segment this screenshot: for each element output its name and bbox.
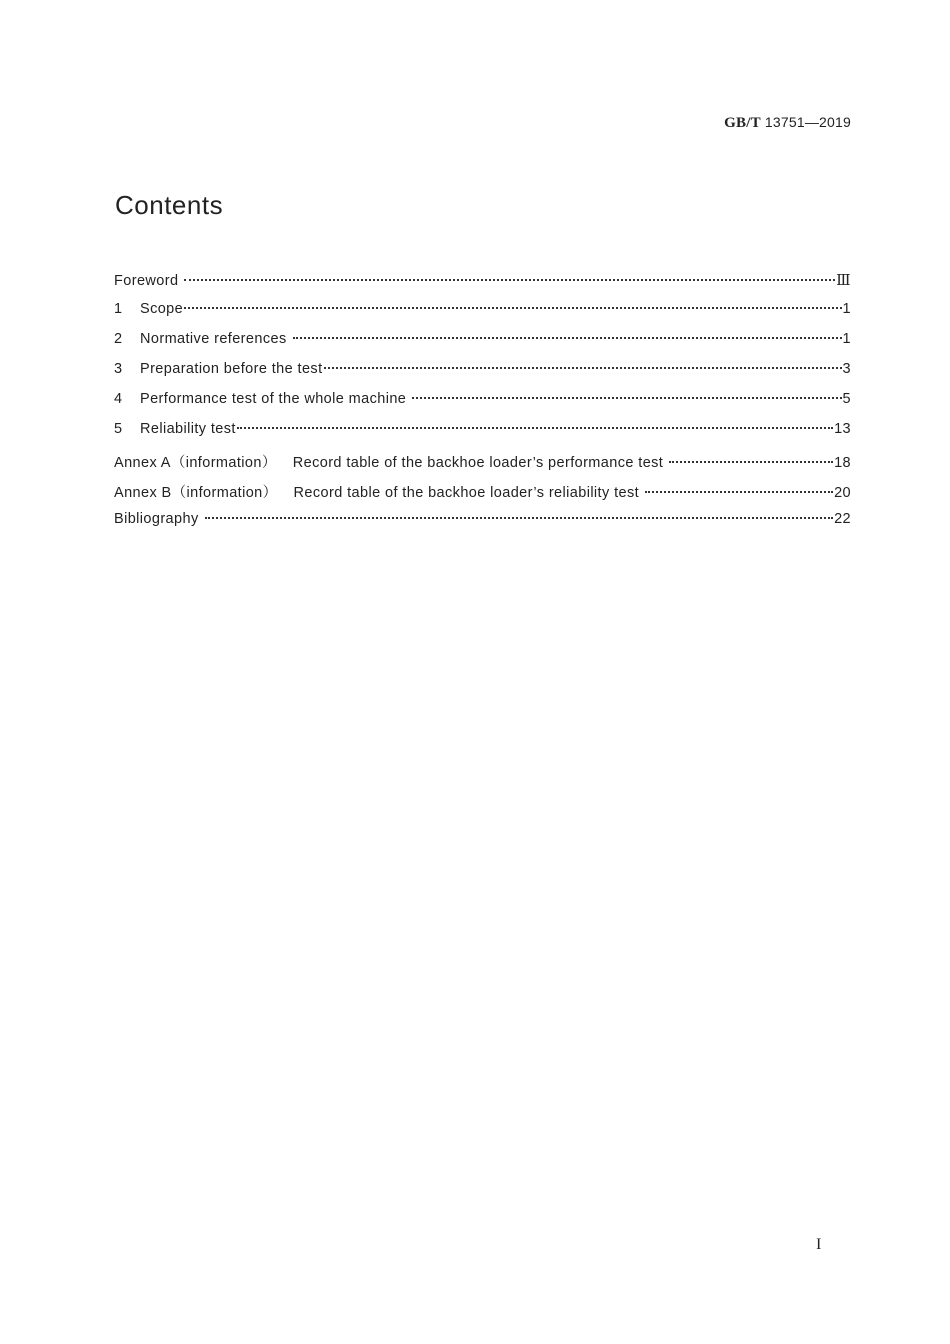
toc-leader [669, 461, 833, 463]
toc-entry-bibliography[interactable] [114, 511, 851, 541]
toc-leader [412, 397, 841, 399]
toc-entry-label: Record table of the backhoe loader’s reliability test [293, 485, 640, 501]
toc-entry-page: 20 [834, 485, 851, 501]
toc-entry-page: 1 [842, 331, 851, 347]
toc-entry-page: 22 [834, 511, 851, 527]
toc-entry-normative-references[interactable] [114, 331, 851, 361]
toc-entry-label: Foreword [114, 273, 179, 289]
toc-entry-page: 18 [834, 455, 851, 471]
toc-entry-number: 3 [114, 361, 123, 377]
toc-leader [205, 517, 833, 519]
standard-prefix: GB/T [724, 115, 761, 131]
toc-entry-label: Preparation before the test [140, 361, 323, 377]
table-of-contents [114, 271, 851, 541]
toc-entry-page: 5 [842, 391, 851, 407]
toc-entry-annex-a[interactable] [114, 451, 851, 481]
toc-leader [184, 279, 835, 281]
toc-entry-page: Ⅲ [836, 273, 851, 289]
page-number: I [816, 1236, 822, 1253]
toc-entry-label: Normative references [140, 331, 287, 347]
toc-entry-reliability-test[interactable] [114, 421, 851, 451]
standard-number: 13751—2019 [764, 114, 851, 130]
toc-leader [237, 427, 833, 429]
toc-leader [324, 367, 842, 369]
toc-entry-label: Performance test of the whole machine [140, 391, 407, 407]
toc-entry-annex-b[interactable] [114, 481, 851, 511]
toc-entry-page: 13 [834, 421, 851, 437]
toc-leader [184, 307, 841, 309]
toc-entry-label: Scope [140, 301, 184, 317]
toc-entry-label: Record table of the backhoe loader’s performance test [292, 455, 664, 471]
toc-entry-page: 3 [842, 361, 851, 377]
toc-entry-performance-test[interactable] [114, 391, 851, 421]
toc-entry-label: Bibliography [114, 511, 199, 527]
toc-entry-scope[interactable] [114, 301, 851, 331]
toc-entry-number: 2 [114, 331, 123, 347]
page-title: Contents [115, 190, 224, 220]
toc-leader [645, 491, 833, 493]
toc-leader [293, 337, 842, 339]
standard-header [724, 114, 851, 132]
toc-entry-number: 1 [114, 301, 123, 317]
toc-entry-preparation[interactable] [114, 361, 851, 391]
toc-entry-foreword[interactable] [114, 271, 851, 301]
toc-entry-number: 4 [114, 391, 123, 407]
toc-entry-number: 5 [114, 421, 123, 437]
toc-entry-label: Reliability test [140, 421, 236, 437]
toc-entry-annex: Annex A（information） [114, 455, 277, 471]
toc-entry-annex: Annex B（information） [114, 485, 278, 501]
toc-entry-page: 1 [842, 301, 851, 317]
